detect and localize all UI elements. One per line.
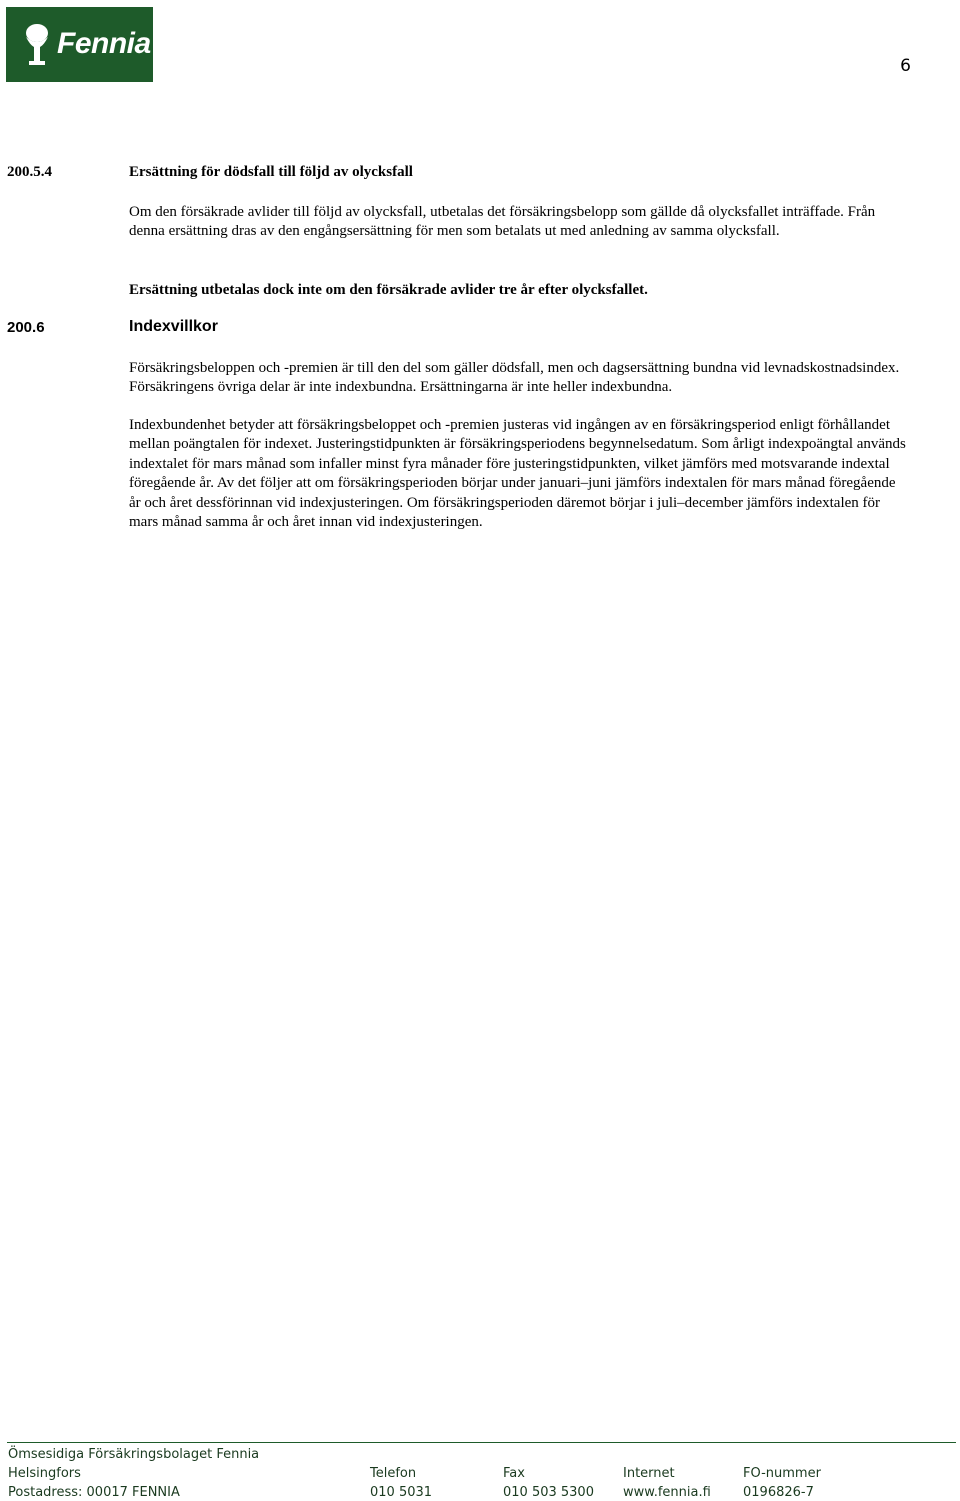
paragraph: Om den försäkrade avlider till följd av olycksfall, utbetalas det försäkringsbelopp som gällde då olycksfallet inträffade. Från denna ersättning dras av den engångsersättning för men som betalats ut med anledning av samma olycksfall. [129,204,876,240]
footer-fo-label: FO-nummer [743,1466,821,1481]
footer-fax-label: Fax [503,1466,525,1481]
section-title: Ersättning för dödsfall till följd av olycksfall [129,164,413,180]
footer-internet-link[interactable]: www.fennia.fi [623,1485,711,1500]
section-number: 200.6 [7,319,45,336]
footer-internet-label: Internet [623,1466,675,1481]
section-number: 200.5.4 [7,164,52,180]
fennia-emblem-icon [20,21,54,67]
page-number: 6 [900,56,911,76]
footer-postal: Postadress: 00017 FENNIA [8,1485,180,1500]
footer-divider [7,1442,956,1443]
footer-fax: 010 503 5300 [503,1485,594,1500]
footer-phone-label: Telefon [370,1466,417,1481]
section-title: Indexvillkor [129,318,218,335]
bold-paragraph: Ersättning utbetalas dock inte om den försäkrade avlider tre år efter olycksfallet. [129,282,648,298]
footer-phone: 010 5031 [370,1485,433,1500]
footer-fo-number: 0196826-7 [743,1485,814,1500]
logo-text: Fennia [57,27,151,60]
paragraph: Försäkringsbeloppen och -premien är till den del som gäller dödsfall, men och dagsersättning bundna vid levnadskostnadsindex. Försäkringens övriga delar är inte indexbundna. Ersättningarna är inte heller indexbundna. [129,360,900,396]
paragraph: Indexbundenhet betyder att försäkringsbeloppet och -premien justeras vid ingången av en försäkringsperiod enligt förhållandet mellan poängtalen för indexet. Justeringstidpunkten är försäkringsperiodens begynnelsedatum. Som årligt indexpoängtal används indextalet för mars månad som infaller minst fyra månader före justeringstidpunkten, vilket jämförs med motsvarande indextal föregående år. Av det följer att om försäkringsperioden börjar under januari–juni jämförs indextalen för mars månad föregående år och året dessförinnan vid indexjusteringen. Om försäkringsperioden däremot börjar i juli–december jämförs indextalen för mars månad samma år och året innan vid indexjusteringen. [129,417,906,531]
footer-city: Helsingfors [8,1466,81,1481]
fennia-logo [6,7,153,82]
footer-company: Ömsesidiga Försäkringsbolaget Fennia [8,1447,260,1462]
